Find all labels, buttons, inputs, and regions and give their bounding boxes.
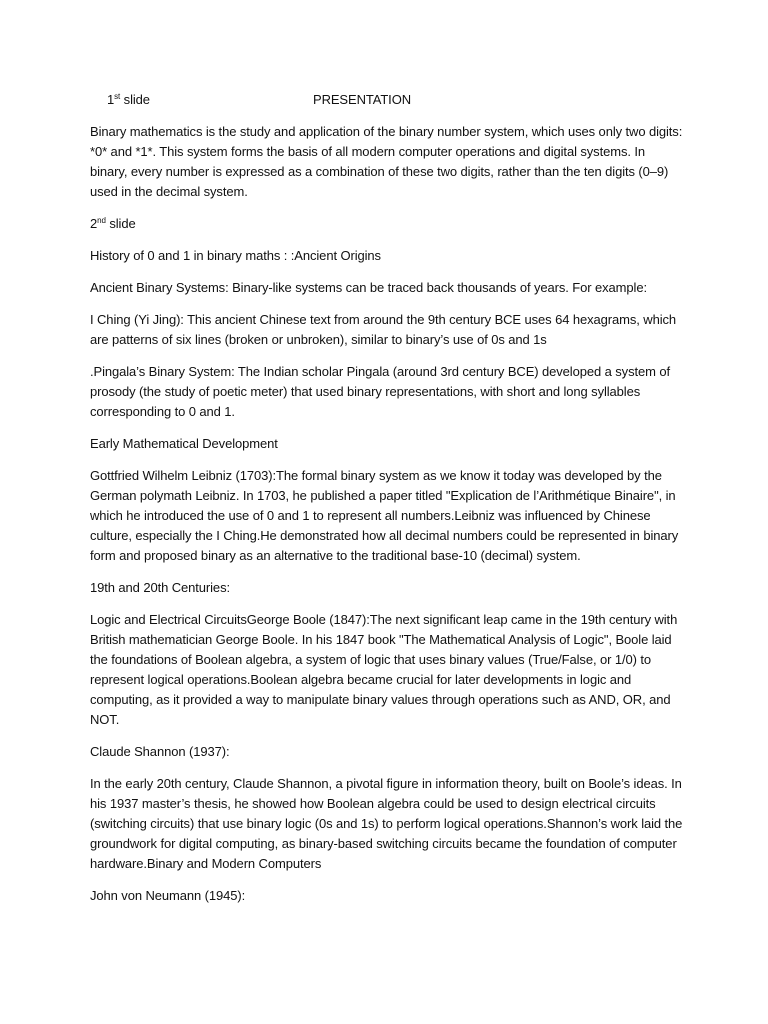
- slide-2-number: 2: [90, 216, 98, 231]
- document-page: [90, 90, 684, 918]
- presentation-title: PRESENTATION: [313, 92, 411, 107]
- paragraph-boole: Logic and Electrical CircuitsGeorge Boole (1847):The next significant leap came in the 19th century with British mathematician George Boole. In his 1847 book "The Mathematical Analysis of Logic", Boole laid the foundations of Boolean algebra, a system of logic that uses binary values (True/False, or 1/0) to represent logical operations.Boolean algebra became crucial for later developments in logic and computing, as it provided a way to manipulate binary values through operations such as AND, OR, and NOT.: [90, 612, 678, 727]
- paragraph-leibniz: Gottfried Wilhelm Leibniz (1703):The formal binary system as we know it today was developed by the German polymath Leibniz. In 1703, he published a paper titled "Explication de l’Arithmétique Binaire", in which he introduced the use of 0 and 1 to represent all numbers.Leibniz was influenced by Chinese culture, especially the I Ching.He demonstrated how all decimal numbers could be represented in binary form and proposed binary as an alternative to the traditional base-10 (decimal) system.: [90, 468, 679, 563]
- slide-label: [107, 90, 150, 110]
- paragraph-i-ching: I Ching (Yi Jing): This ancient Chinese text from around the 9th century BCE uses 64 hexagrams, which are patterns of six lines (broken or unbroken), similar to binary’s use of 0s and 1s: [90, 312, 677, 347]
- paragraph-von-neumann-heading: John von Neumann (1945):: [90, 888, 246, 903]
- slide-2-word: slide: [105, 216, 136, 231]
- slide-word: slide: [120, 92, 150, 107]
- paragraph-ancient-systems: Ancient Binary Systems: Binary-like systems can be traced back thousands of years. For example:: [90, 280, 647, 295]
- paragraph-shannon-heading: Claude Shannon (1937):: [90, 744, 230, 759]
- paragraph-intro: Binary mathematics is the study and application of the binary number system, which uses only two digits: *0* and *1*. This system forms the basis of all modern computer operations and digital systems. In binary, every number is expressed as a combination of these two digits, rather than the ten digits (0–9) used in the decimal system.: [90, 124, 683, 199]
- paragraph-history-heading: History of 0 and 1 in binary maths : :Ancient Origins: [90, 248, 381, 263]
- slide-2-ordinal-suffix: nd: [97, 216, 106, 225]
- paragraph-early-math-heading: Early Mathematical Development: [90, 436, 278, 451]
- slide-number: 1: [107, 92, 115, 107]
- slide-ordinal-suffix: st: [114, 92, 121, 101]
- paragraph-centuries-heading: 19th and 20th Centuries:: [90, 580, 230, 595]
- paragraph-pingala: .Pingala’s Binary System: The Indian scholar Pingala (around 3rd century BCE) developed a system of prosody (the study of poetic meter) that used binary representations, with short and long syllables corresponding to 0 and 1.: [90, 364, 670, 419]
- slide-2-label: [90, 214, 684, 234]
- slide-heading: [90, 90, 684, 110]
- paragraph-shannon: In the early 20th century, Claude Shannon, a pivotal figure in information theory, built on Boole’s ideas. In his 1937 master’s thesis, he showed how Boolean algebra could be used to design electrical circuits (switching circuits) that use binary logic (0s and 1s) to perform logical operations.Shannon’s work laid the groundwork for digital computing, as binary-based switching circuits became the foundation of computer hardware.Binary and Modern Computers: [90, 776, 683, 871]
